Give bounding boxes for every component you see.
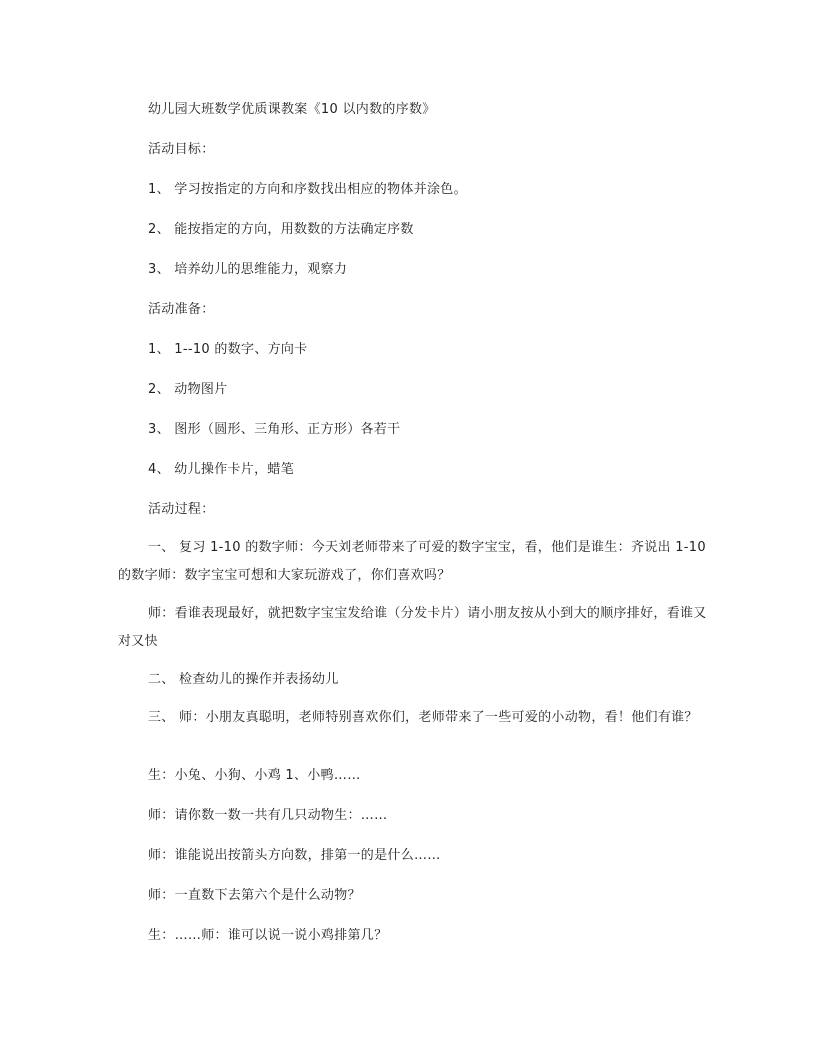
prep-item-3: 3、 图形（圆形、三角形、正方形）各若干 [148,422,401,437]
goals-heading: 活动目标： [148,142,215,157]
process-paragraph-7: 师：谁能说出按箭头方向数，排第一的是什么…… [148,848,441,863]
process-paragraph-2: 师：看谁表现最好，就把数字宝宝发给谁（分发卡片）请小朋友按从小到大的顺序排好，看谁又对又快 [118,606,707,649]
process-paragraph-6: 师：请你数一数一共有几只动物生：…… [148,808,388,823]
process-heading: 活动过程： [148,502,215,517]
goal-item-2: 2、 能按指定的方向，用数数的方法确定序数 [148,222,414,237]
goal-item-1: 1、 学习按指定的方向和序数找出相应的物体并涂色。 [148,182,467,197]
process-paragraph-4: 三、 师：小朋友真聪明，老师特别喜欢你们，老师带来了一些可爱的小动物，看！他们有谁？ [148,710,698,725]
process-paragraph-8: 师：一直数下去第六个是什么动物？ [148,888,361,903]
goal-item-3: 3、 培养幼儿的思维能力，观察力 [148,262,348,277]
process-paragraph-1: 一、 复习 1-10 的数字师：今天刘老师带来了可爱的数字宝宝，看，他们是谁生：齐说出 1-10 的数字师：数字宝宝可想和大家玩游戏了，你们喜欢吗？ [118,540,706,583]
prep-item-1: 1、 1--10 的数字、方向卡 [148,342,308,357]
prep-item-4: 4、 幼儿操作卡片，蜡笔 [148,462,295,477]
prep-item-2: 2、 动物图片 [148,382,228,397]
process-paragraph-9: 生：……师：谁可以说一说小鸡排第几？ [148,928,388,943]
process-paragraph-3: 二、 检查幼儿的操作并表扬幼儿 [148,672,339,687]
prep-heading: 活动准备： [148,302,215,317]
document-title: 幼儿园大班数学优质课教案《10 以内数的序数》 [148,102,436,117]
process-paragraph-5: 生：小兔、小狗、小鸡 1、小鸭…… [148,768,361,783]
